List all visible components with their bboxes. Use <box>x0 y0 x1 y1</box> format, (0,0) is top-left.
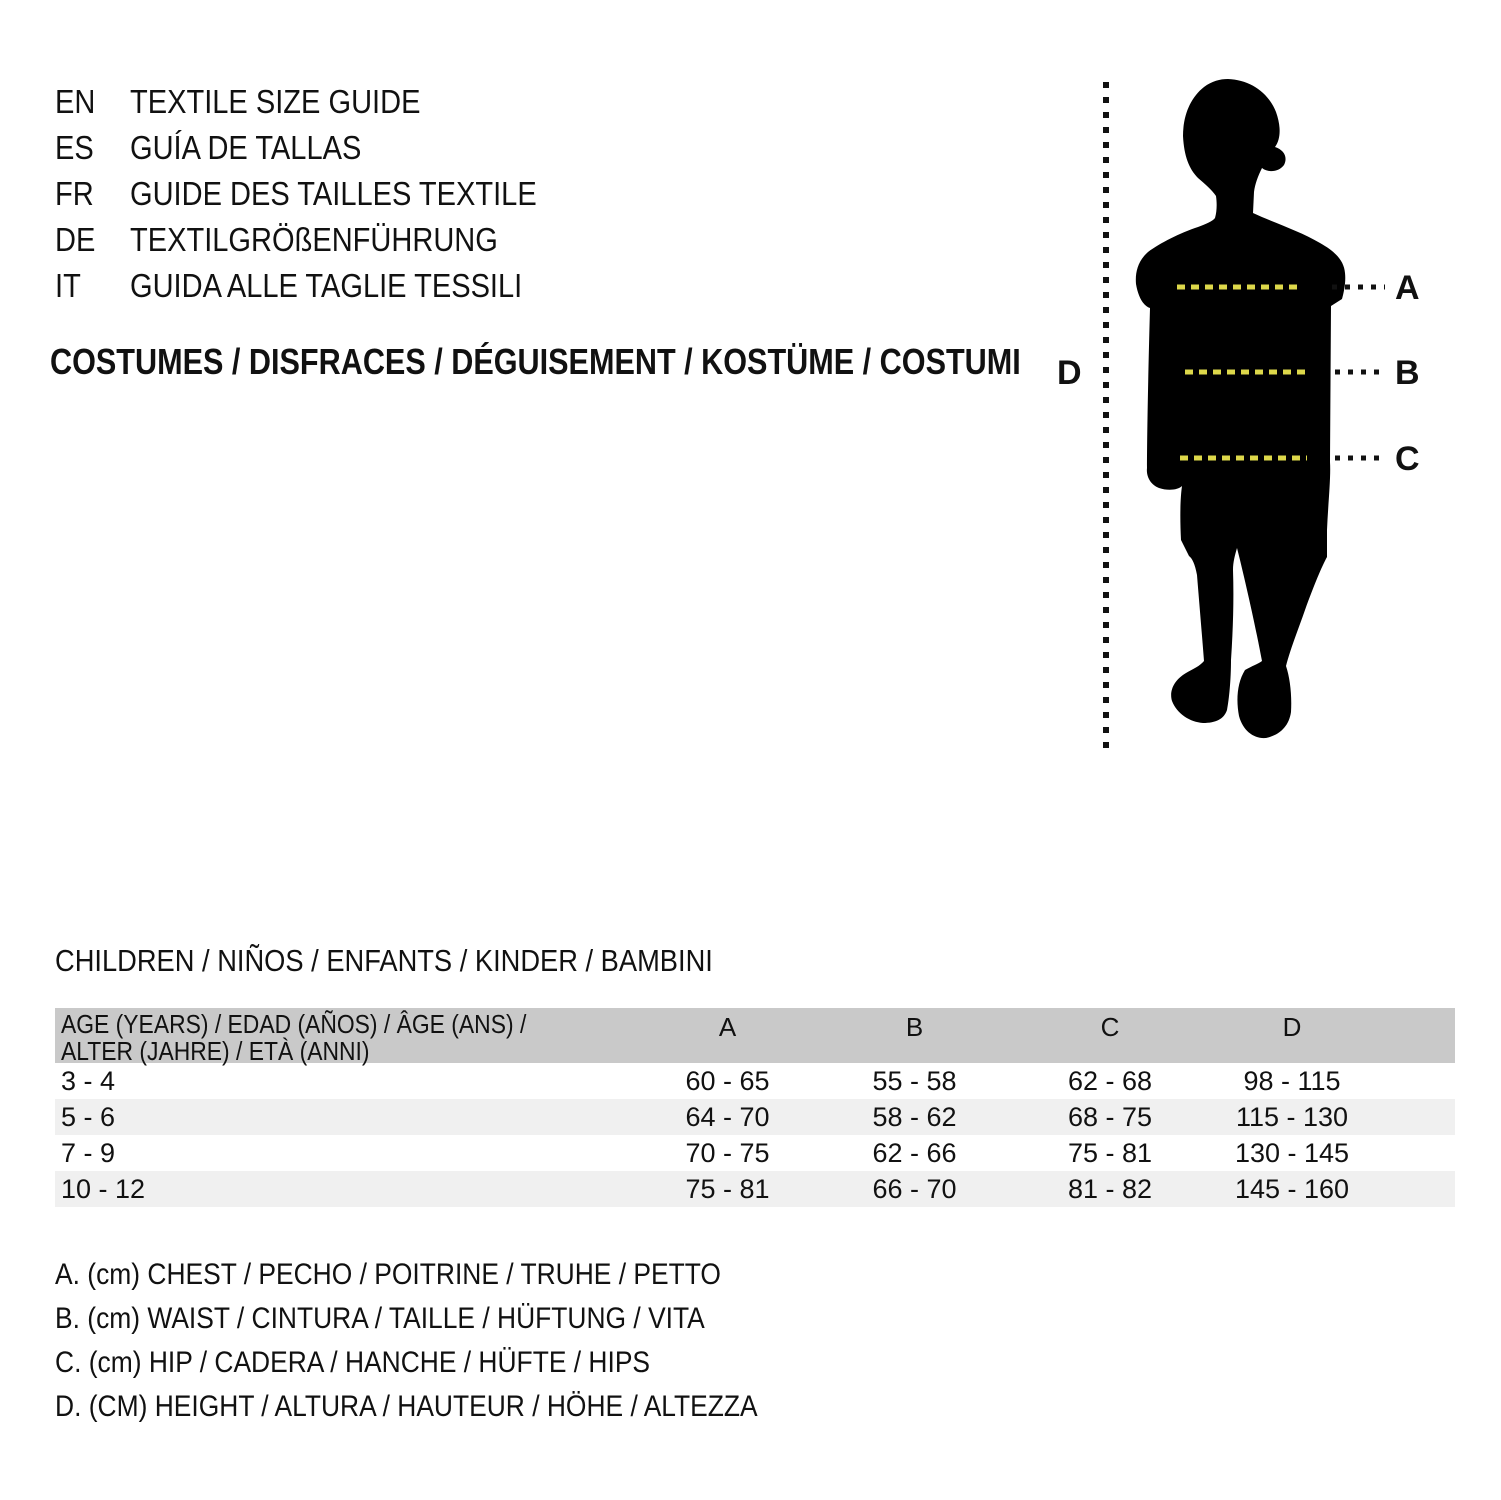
guide-title-fr: GUIDE DES TAILLES TEXTILE <box>130 175 537 212</box>
age-column-header: AGE (YEARS) / EDAD (AÑOS) / ÂGE (ANS) / ALTER (JAHRE) / ETÀ (ANNI) <box>61 1009 527 1066</box>
language-code: IT <box>55 267 81 304</box>
language-code: ES <box>55 129 94 166</box>
chest-value: 75 - 81 <box>685 1173 770 1204</box>
legend-height: D. (CM) HEIGHT / ALTURA / HAUTEUR / HÖHE / ALTEZZA <box>55 1390 758 1423</box>
children-section-title: CHILDREN / NIÑOS / ENFANTS / KINDER / BAMBINI <box>55 943 713 978</box>
language-row-it <box>55 267 592 313</box>
language-code: FR <box>55 175 94 212</box>
column-header-b: B <box>905 1012 924 1042</box>
measurement-figure <box>1040 60 1470 770</box>
height-value: 130 - 145 <box>1234 1137 1350 1168</box>
waist-label: B <box>1395 354 1420 392</box>
guide-title-de: TEXTILGRÖßENFÜHRUNG <box>130 221 498 258</box>
category-heading: COSTUMES / DISFRACES / DÉGUISEMENT / KOSTÜME / COSTUMI <box>50 341 1021 382</box>
table-row <box>55 1063 1455 1099</box>
age-cell: 10 - 12 <box>61 1173 146 1204</box>
language-row-es <box>55 129 592 175</box>
height-value: 115 - 130 <box>1235 1101 1349 1132</box>
waist-value: 66 - 70 <box>872 1173 957 1204</box>
chest-value: 64 - 70 <box>685 1101 770 1132</box>
table-row <box>55 1171 1455 1207</box>
chest-label: A <box>1395 269 1420 307</box>
legend-hip: C. (cm) HIP / CADERA / HANCHE / HÜFTE / HIPS <box>55 1346 651 1379</box>
waist-value: 58 - 62 <box>872 1101 957 1132</box>
hip-value: 75 - 81 <box>1067 1137 1153 1168</box>
height-value: 145 - 160 <box>1234 1173 1350 1204</box>
child-measurement-diagram <box>1040 60 1470 770</box>
column-header-d: D <box>1282 1012 1302 1042</box>
legend-waist: B. (cm) WAIST / CINTURA / TAILLE / HÜFTUNG / VITA <box>55 1302 705 1335</box>
table-row <box>55 1135 1455 1171</box>
children-size-table <box>55 1008 1455 1207</box>
hip-value: 81 - 82 <box>1067 1173 1153 1204</box>
waist-value: 62 - 66 <box>872 1137 957 1168</box>
waist-value: 55 - 58 <box>872 1065 957 1096</box>
language-code: EN <box>55 83 96 120</box>
child-silhouette <box>1136 79 1345 738</box>
column-header-a: A <box>718 1012 737 1042</box>
hip-label: C <box>1395 440 1420 478</box>
table-header-row <box>55 1008 1455 1066</box>
guide-title-it: GUIDA ALLE TAGLIE TESSILI <box>130 267 523 304</box>
measurement-legend <box>55 1258 853 1434</box>
table-row <box>55 1099 1455 1135</box>
age-cell: 5 - 6 <box>61 1101 116 1132</box>
hip-value: 62 - 68 <box>1067 1065 1153 1096</box>
height-label: D <box>1057 354 1082 392</box>
language-row-en <box>55 83 592 129</box>
language-row-fr <box>55 175 592 221</box>
chest-value: 70 - 75 <box>685 1137 770 1168</box>
language-row-de <box>55 221 592 267</box>
legend-chest: A. (cm) CHEST / PECHO / POITRINE / TRUHE / PETTO <box>55 1258 721 1291</box>
age-cell: 7 - 9 <box>61 1137 116 1168</box>
guide-title-en: TEXTILE SIZE GUIDE <box>130 83 421 120</box>
hip-value: 68 - 75 <box>1067 1101 1153 1132</box>
height-value: 98 - 115 <box>1243 1065 1341 1096</box>
column-header-c: C <box>1100 1012 1120 1042</box>
chest-value: 60 - 65 <box>685 1065 770 1096</box>
guide-title-es: GUÍA DE TALLAS <box>130 129 362 166</box>
language-code: DE <box>55 221 96 258</box>
language-title-list <box>55 83 592 313</box>
age-cell: 3 - 4 <box>61 1065 116 1096</box>
